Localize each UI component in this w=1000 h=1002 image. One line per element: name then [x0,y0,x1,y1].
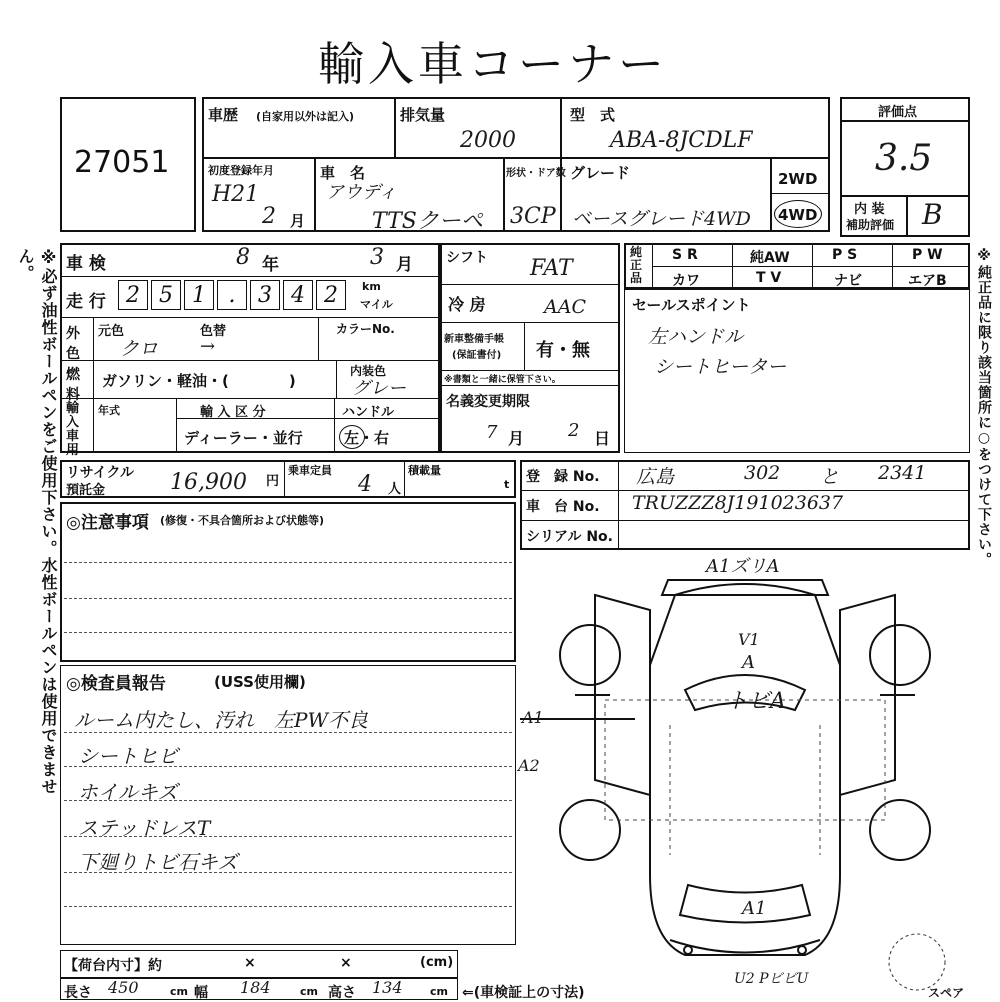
history-label: 車歴 [208,106,239,124]
equip-ps: P S [832,247,858,263]
mileage-digit: 3 [250,280,280,310]
registration-label: 登 録 No. [526,469,600,485]
registration-number: 2341 [878,462,927,484]
sales-point-1: 左ハンドル [648,326,744,348]
mileage-digit: 2 [118,280,148,310]
cargo-x2: × [340,955,352,971]
inspector-line-2: シートヒビ [78,744,178,768]
cargo-unit: (cm) [420,955,454,970]
inspector-line-3: ホイルキズ [78,780,178,804]
equip-sr: S R [672,247,698,263]
capacity-unit: 人 [388,482,402,497]
equip-pw: P W [912,247,943,263]
name-change-day-unit: 日 [594,429,611,448]
equip-tv: T V [756,270,782,286]
interior-score-label1: 内 装 [854,202,885,217]
displacement-label: 排気量 [400,106,446,124]
lot-number: 27051 [74,145,170,180]
shaken-year: 8 [236,245,250,270]
mileage-unit-mile: マイル [360,298,393,311]
import-class-options: ディーラー・並行 [184,429,303,447]
color-change: → [200,336,216,357]
ac-label: 冷 房 [448,295,486,314]
recycle-unit: 円 [266,474,280,489]
recycle-label1: リサイクル [66,465,135,481]
drive-2wd: 2WD [778,170,818,188]
ac-value: AAC [544,296,586,318]
color-orig: クロ [120,338,159,360]
dims-note: ⇐(車検証上の寸法) [462,985,585,1001]
mileage-label: 走 行 [66,292,106,312]
score-label: 評価点 [878,105,918,120]
equip-aw: 純AW [750,250,790,266]
mileage-digit: 1 [184,280,214,310]
dims-wid-label: 幅 [194,985,208,1001]
model-code-label: 型 式 [570,106,616,124]
recycle-value: 16,900 [170,470,247,495]
mileage-digits [118,280,349,312]
chassis-label: 車 台 No. [526,499,600,515]
equip-airbag: エアB [908,273,947,289]
displacement-value: 2000 [460,128,516,153]
equip-navi: ナビ [834,273,862,289]
color-change-label: 色替 [200,324,227,339]
dims-wid: 184 [240,978,271,997]
sales-points-label: セールスポイント [632,296,751,314]
car-maker: アウディ [326,182,397,203]
diag-left-2: A2 [518,756,540,775]
fuel-options: ガソリン・軽油・( ) [102,372,296,390]
sales-point-2: シートヒーター [654,356,787,378]
notes-title: ◎注意事項 [66,513,149,533]
vehicle-info-grid [60,243,440,453]
name-change-label: 名義変更期限 [446,394,530,410]
diag-left-1: A1 [522,708,544,727]
diag-rear: A1 [742,898,767,919]
car-model: TTSクーペ [372,209,483,234]
interior-color-value: グレー [352,378,406,399]
color-orig-label: 元色 [98,324,125,339]
shaken-month-unit: 月 [396,255,413,275]
diag-spare: スペア [928,986,965,1000]
first-reg-year: H21 [212,182,260,207]
registration-class: 302 [744,462,781,484]
recycle-label2: 預託金 [66,483,106,498]
mileage-digit: . [217,280,247,310]
diag-roof-top: A1ズリA [706,556,780,577]
drive-4wd-circle [774,200,822,228]
equip-leather: カワ [672,273,700,289]
inspector-title: ◎検査員報告 [66,674,166,694]
load-unit: t [504,478,510,491]
grade-label: グレード [570,164,631,182]
manual-label1: 新車整備手帳 [444,334,504,345]
history-note: (自家用以外は記入) [256,110,355,123]
inspector-line-4: ステッドレスT [78,816,211,840]
car-damage-diagram [520,555,970,995]
capacity-value: 4 [358,472,372,497]
name-change-day: 2 [568,420,580,441]
first-reg-month-unit: 月 [290,212,306,230]
dims-hgt: 134 [372,978,403,997]
mileage-digit: 4 [283,280,313,310]
serial-label: シリアル No. [526,529,613,545]
model-code-value: ABA-8JCDLF [610,128,753,153]
dims-len-label: 長さ [64,985,92,1001]
manual-label2: (保証書付) [452,350,502,361]
diag-windshield-a: A [742,652,755,673]
manual-options: 有・無 [536,340,590,361]
import-year-label: 年式 [98,404,120,417]
name-change-month-unit: 月 [508,429,525,448]
diag-windshield-top: V1 [738,630,760,649]
body-type-label: 形状・ドア数 [506,168,566,179]
lot-number-box [60,97,196,232]
fuel-label: 燃料 [66,367,80,403]
page-title: 輸入車コーナー [318,37,668,91]
drive-4wd: 4WD [778,206,818,224]
registration-kana: と [820,466,840,488]
first-reg-label: 初度登録年月 [208,164,274,177]
color-label: 外色 [66,326,80,362]
shaken-month: 3 [370,245,384,270]
load-label: 積載量 [408,464,441,477]
interior-score-label2: 補助評価 [846,218,895,232]
dims-len: 450 [108,978,139,997]
shaken-year-unit: 年 [262,255,279,275]
shaken-label: 車 検 [66,254,106,274]
body-type-value: 3CP [510,204,556,229]
inspector-line-1: ルーム内たし、汚れ 左PW不良 [74,708,369,732]
cargo-x1: × [244,955,256,971]
diag-hood: トビA [726,689,786,714]
cargo-label: 【荷台内寸】約 [64,958,162,974]
handle-left-circle [339,425,365,449]
dims-len-unit: cm [170,985,188,998]
mileage-digit: 5 [151,280,181,310]
name-change-month: 7 [486,422,498,443]
inspector-sub: (USS使用欄) [214,673,306,691]
dims-hgt-unit: cm [430,985,448,998]
interior-color-label: 内装色 [350,364,387,378]
notes-sub: (修復・不具合箇所および状態等) [160,514,325,527]
import-handle-options: 左・右 [344,429,390,447]
diag-bottom: U2 PビビU [734,971,809,987]
import-label: 輸入車用 [66,401,80,458]
right-side-note: ※純正品に限り該当箇所に○をつけて下さい。 [976,248,992,567]
left-side-note: ※必ず油性ボールペンをご使用下さい。水性ボールペンは使用できません。 [16,248,58,795]
manual-note: ※書類と一緒に保管下さい。 [444,375,561,385]
registration-area: 広島 [636,466,675,488]
interior-score-value: B [922,198,943,231]
inspector-line-5: 下廻りトビ石キズ [78,850,238,874]
mileage-unit-km: km [362,280,381,293]
import-handle-label: ハンドル [342,405,395,420]
dims-hgt-label: 高さ [328,985,356,1001]
shift-value: FAT [530,256,573,281]
chassis-value: TRUZZZ8J191023637 [632,492,844,514]
car-name-label: 車 名 [320,164,366,182]
shift-label: シフト [446,250,488,266]
import-class-label: 輸 入 区 分 [200,405,266,420]
color-code-label: カラーNo. [336,322,395,336]
grade-value: ベースグレード4WD [572,208,751,230]
score-value: 3.5 [875,138,933,179]
capacity-label: 乗車定員 [288,464,332,477]
dims-wid-unit: cm [300,985,318,998]
mileage-digit: 2 [316,280,346,310]
first-reg-month: 2 [262,204,276,229]
equip-side-label: 純正品 [630,245,643,285]
